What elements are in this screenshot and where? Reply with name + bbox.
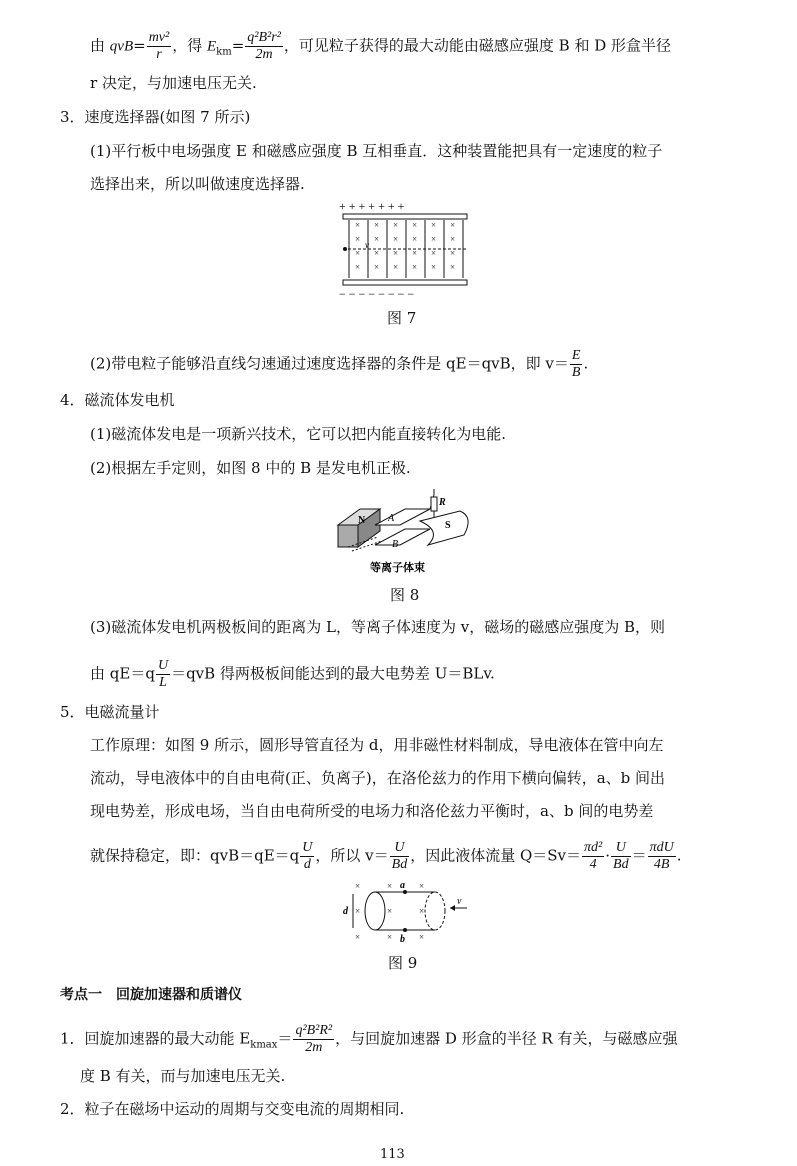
para-line: 现电势差，形成电场，当自由电荷所受的电场力和洛伦兹力平衡时，a、b 间的电势差 [90,802,654,820]
magnetic-field-cross: × [387,932,393,942]
point-b-label: b [400,934,405,944]
magnetic-field-cross: × [355,881,361,891]
resistor-label: R [439,497,446,508]
para-line: (3)磁流体发电机两极板间的距离为 L，等离子体速度为 v，磁场的磁感应强度为 B，则 [90,618,666,636]
magnetic-field-cross: × [355,906,361,916]
magnetic-field-cross: × [419,932,425,942]
keypoint-item-2: 2．粒子在磁场中运动的周期与交变电流的周期相同. [60,1100,405,1118]
magnetic-field-cross: × [412,248,418,258]
minus-plate-label: − − − − − − − − [339,287,415,300]
magnetic-field-cross: × [393,220,399,230]
keypoint-item-1: 1．回旋加速器的最大动能 $E_{kmax}=$ $\frac{\text{q²B²R²}}{2m}$ ，与回旋加速器 D 形盒的半径 R 有关，与磁感应强 [60,1023,678,1055]
fraction-mv2-r: $\frac{\text{mv²}}{r}$ [148,30,170,62]
velocity-label: v [365,240,369,250]
magnetic-field-cross: × [374,220,380,230]
figure-9-caption: 图 9 [388,954,418,972]
velocity-selector-figure [335,198,470,300]
para-max-kinetic: 由 qvB= $\frac{\text{mv²}}{r}$ ，得 $E_{km}=$ $\frac{\text{q²B²r²}}{2m}$ ，可见粒子获得的最大动能由磁感应强度 B 和 D 形盒半径 [90,30,672,62]
para-line: 流动，导电液体中的自由电荷(正、负离子)，在洛伦兹力的作用下横向偏转，a、b 间出 [90,769,666,787]
fraction-q2b2r2-2m-kp: $\frac{\text{q²B²R²}}{2m}$ [295,1023,333,1055]
diameter-label: d [343,906,348,917]
magnetic-field-cross: × [431,248,437,258]
fraction-u-d: $\frac{U}{d}$ [302,840,313,872]
page-number: 113 [380,1147,405,1162]
para-line: 度 B 有关，而与加速电压无关. [80,1067,286,1085]
magnetic-field-cross: × [450,220,456,230]
fraction-pidu-4b: $\frac{\text{πdU}}{4B}$ [649,840,674,872]
magnetic-field-cross: × [355,262,361,272]
para-line: 工作原理：如图 9 所示，圆形导管直径为 d，用非磁性材料制成，导电液体在管中向左 [90,736,664,754]
magnetic-field-cross: × [393,234,399,244]
magnetic-field-cross: × [419,906,425,916]
magnetic-field-cross: × [412,234,418,244]
magnetic-field-cross: × [393,262,399,272]
magnetic-field-cross: × [412,220,418,230]
magnetic-field-cross: × [355,932,361,942]
plus-plate-label: + + + + + + + [339,199,405,213]
fraction-q2b2r2-2m: $\frac{\text{q²B²r²}}{2m}$ [247,30,281,62]
plate-b-label: B [392,539,399,550]
magnetic-field-cross: × [387,881,393,891]
para-line: (2)根据左手定则，如图 8 中的 B 是发电机正极. [90,459,411,477]
magnetic-field-cross: × [393,248,399,258]
para-line: (1)磁流体发电是一项新兴技术，它可以把内能直接转化为电能. [90,425,507,443]
magnetic-field-cross: × [450,262,456,272]
fraction-e-b: $\frac{E}{B}$ [571,348,581,380]
section-3-title: 3．速度选择器(如图 7 所示) [60,108,251,126]
para-line: (1)平行板中电场强度 E 和磁感应强度 B 互相垂直．这种装置能把具有一定速度的粒子 [90,142,663,160]
magnetic-field-cross: × [450,248,456,258]
figure-8-caption: 图 8 [390,586,420,604]
magnetic-field-cross: × [431,262,437,272]
magnetic-field-cross: × [374,248,380,258]
magnetic-field-cross: × [412,262,418,272]
fraction-u-bd: $\frac{U}{Bd}$ [391,840,408,872]
section-4-title: 4．磁流体发电机 [60,391,175,409]
para-line: r 决定，与加速电压无关. [90,74,257,92]
point-a-label: a [400,880,405,891]
magnetic-field-cross: × [419,881,425,891]
magnetic-field-cross: × [387,906,393,916]
magnetic-field-cross: × [355,248,361,258]
magnetic-field-cross: × [374,234,380,244]
plasma-beam-label: 等离子体束 [370,562,425,574]
plate-a-label: A [388,513,395,524]
para-flow: 就保持稳定，即：qvB＝qE＝q $\frac{U}{d}$ ，所以 v＝ $\frac{U}{Bd}$ ，因此液体流量 Q＝Sv＝ $\frac{\text{πd²}}{4}$ · $\frac{U}{Bd}$ ＝ $\frac{\text{πdU}}{4B}$ . [90,840,682,872]
section-5-title: 5．电磁流量计 [60,703,160,721]
magnetic-field-cross: × [450,234,456,244]
magnetic-field-cross: × [355,234,361,244]
flowmeter-figure [335,878,475,944]
magnetic-field-cross: × [355,220,361,230]
para-line: 选择出来，所以叫做速度选择器. [90,175,305,193]
magnetic-field-cross: × [431,220,437,230]
figure-7-caption: 图 7 [387,309,417,327]
keypoint-title: 考点一 回旋加速器和质谱仪 [60,987,242,1003]
north-pole-label: N [358,515,366,526]
para-condition: (2)带电粒子能够沿直线匀速通过速度选择器的条件是 qE＝qvB，即 v＝ $\frac{E}{B}$ . [90,348,589,380]
flow-velocity-label: v [457,896,462,907]
fraction-pid2-4: $\frac{\text{πd²}}{4}$ [584,840,603,872]
fraction-u-bd-2: $\frac{U}{Bd}$ [613,840,629,872]
fraction-u-l: $\frac{U}{L}$ [157,658,169,690]
magnetic-field-cross: × [431,234,437,244]
para-max-voltage: 由 qE＝q $\frac{U}{L}$ ＝qvB 得两极板间能达到的最大电势差 U＝BLv. [90,658,495,690]
magnetic-field-cross: × [374,262,380,272]
mhd-generator-figure [330,485,480,577]
south-pole-label: S [445,520,451,531]
